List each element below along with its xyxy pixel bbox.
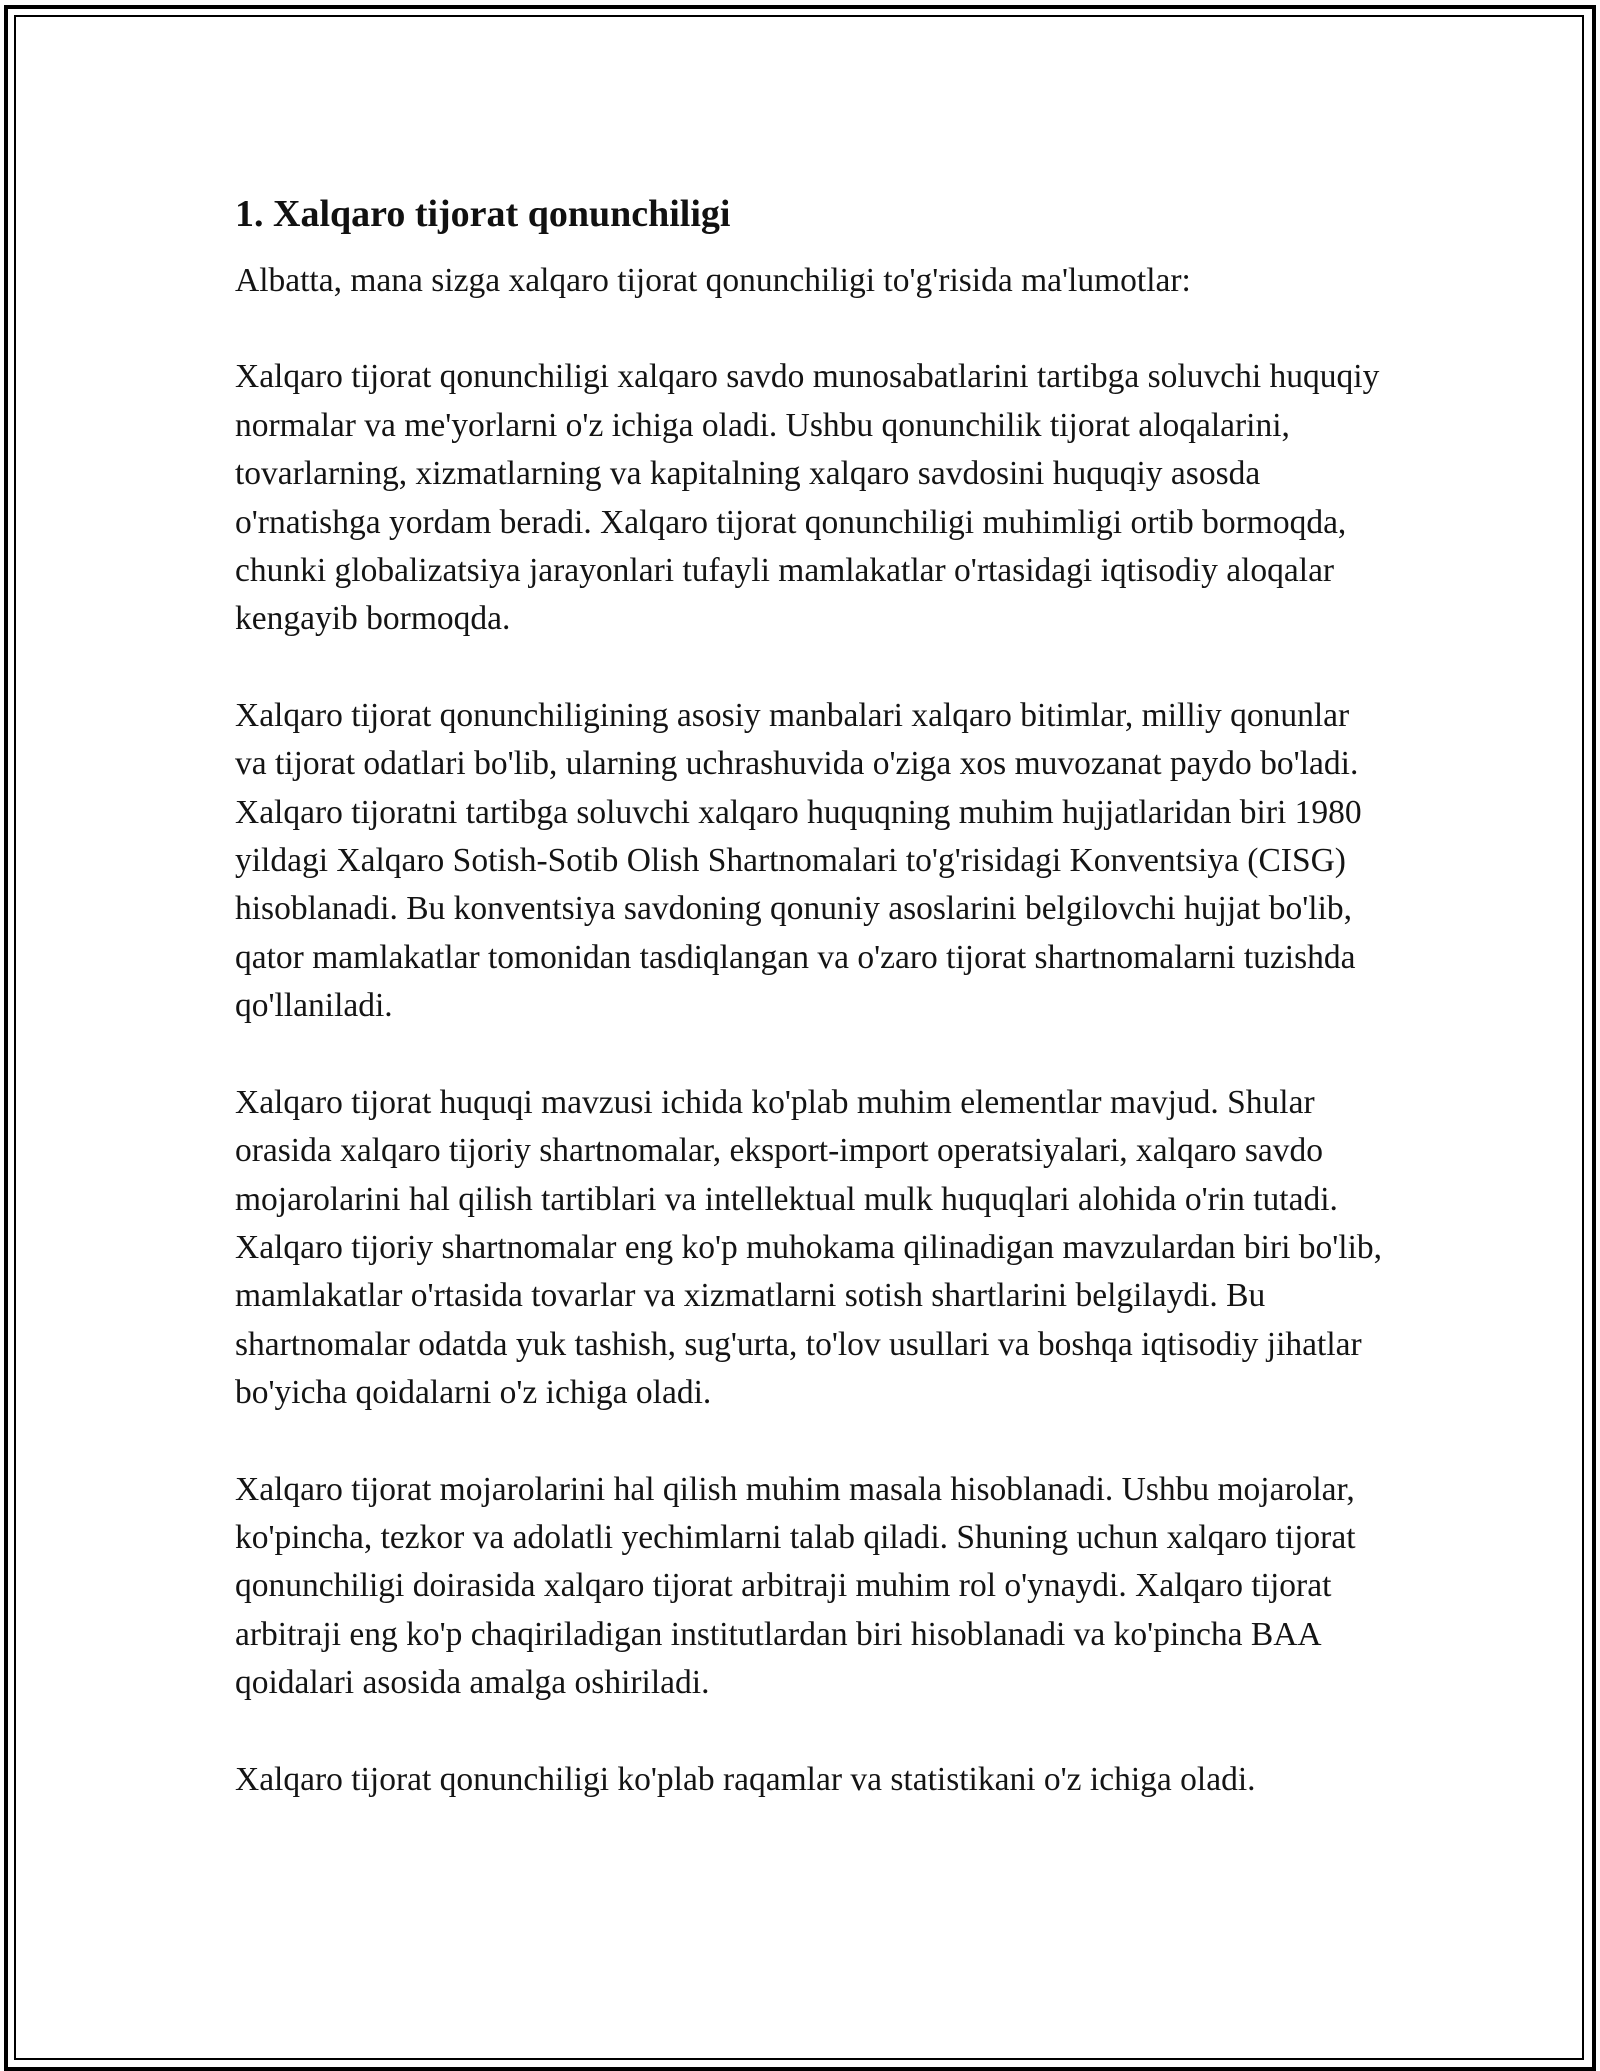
document-body — [235, 185, 1385, 1804]
paragraph-statistics: Xalqaro tijorat qonunchiligi ko'plab raqamlar va statistikani o'z ichiga oladi. — [235, 1760, 1256, 1798]
section-heading: 1. Xalqaro tijorat qonunchiligi — [235, 193, 731, 235]
paragraph-sources: Xalqaro tijorat qonunchiligining asosiy manbalari xalqaro bitimlar, milliy qonunlar va tijorat odatlari bo'lib, ularning uchrashuvida o'ziga xos muvozanat paydo bo'ladi. Xalqaro tijoratni tartibga soluvchi xalqaro huquqning muhim hujjatlaridan biri 1980 yildagi Xalqaro Sotish-Sotib Olish Shartnomalari to'g'risidagi Konventsiya (CISG) hisoblanadi. Bu konventsiya savdoning qonuniy asoslarini belgilovchi hujjat bo'lib, qator mamlakatlar tomonidan tasdiqlangan va o'zaro tijorat shartnomalarni tuzishda qo'llaniladi. — [235, 696, 1362, 1025]
paragraph-definition: Xalqaro tijorat qonunchiligi xalqaro savdo munosabatlarini tartibga soluvchi huquqiy normalar va me'yorlarni o'z ichiga oladi. Ushbu qonunchilik tijorat aloqalarini, tovarlarning, xizmatlarning va kapitalning xalqaro savdosini huquqiy asosda o'rnatishga yordam beradi. Xalqaro tijorat qonunchiligi muhimligi ortib bormoqda, chunki globalizatsiya jarayonlari tufayli mamlakatlar o'rtasidagi iqtisodiy aloqalar kengayib bormoqda. — [235, 358, 1380, 638]
paragraph-elements: Xalqaro tijorat huquqi mavzusi ichida ko'plab muhim elementlar mavjud. Shular orasida xalqaro tijoriy shartnomalar, eksport-import operatsiyalari, xalqaro savdo mojarolarini hal qilish tartiblari va intellektual mulk huquqlari alohida o'rin tutadi. Xalqaro tijoriy shartnomalar eng ko'p muhokama qilinadigan mavzulardan biri bo'lib, mamlakatlar o'rtasida tovarlar va xizmatlarni sotish shartlarini belgilaydi. Bu shartnomalar odatda yuk tashish, sug'urta, to'lov usullari va boshqa iqtisodiy jihatlar bo'yicha qoidalarni o'z ichiga oladi. — [235, 1083, 1383, 1412]
paragraph-disputes: Xalqaro tijorat mojarolarini hal qilish muhim masala hisoblanadi. Ushbu mojarolar, ko'pincha, tezkor va adolatli yechimlarni talab qiladi. Shuning uchun xalqaro tijorat qonunchiligi doirasida xalqaro tijorat arbitraji muhim rol o'ynaydi. Xalqaro tijorat arbitraji eng ko'p chaqiriladigan institutlardan biri hisoblanadi va ko'pincha BAA qoidalari asosida amalga oshiriladi. — [235, 1470, 1356, 1702]
intro-paragraph: Albatta, mana sizga xalqaro tijorat qonunchiligi to'g'risida ma'lumotlar: — [235, 262, 1191, 299]
